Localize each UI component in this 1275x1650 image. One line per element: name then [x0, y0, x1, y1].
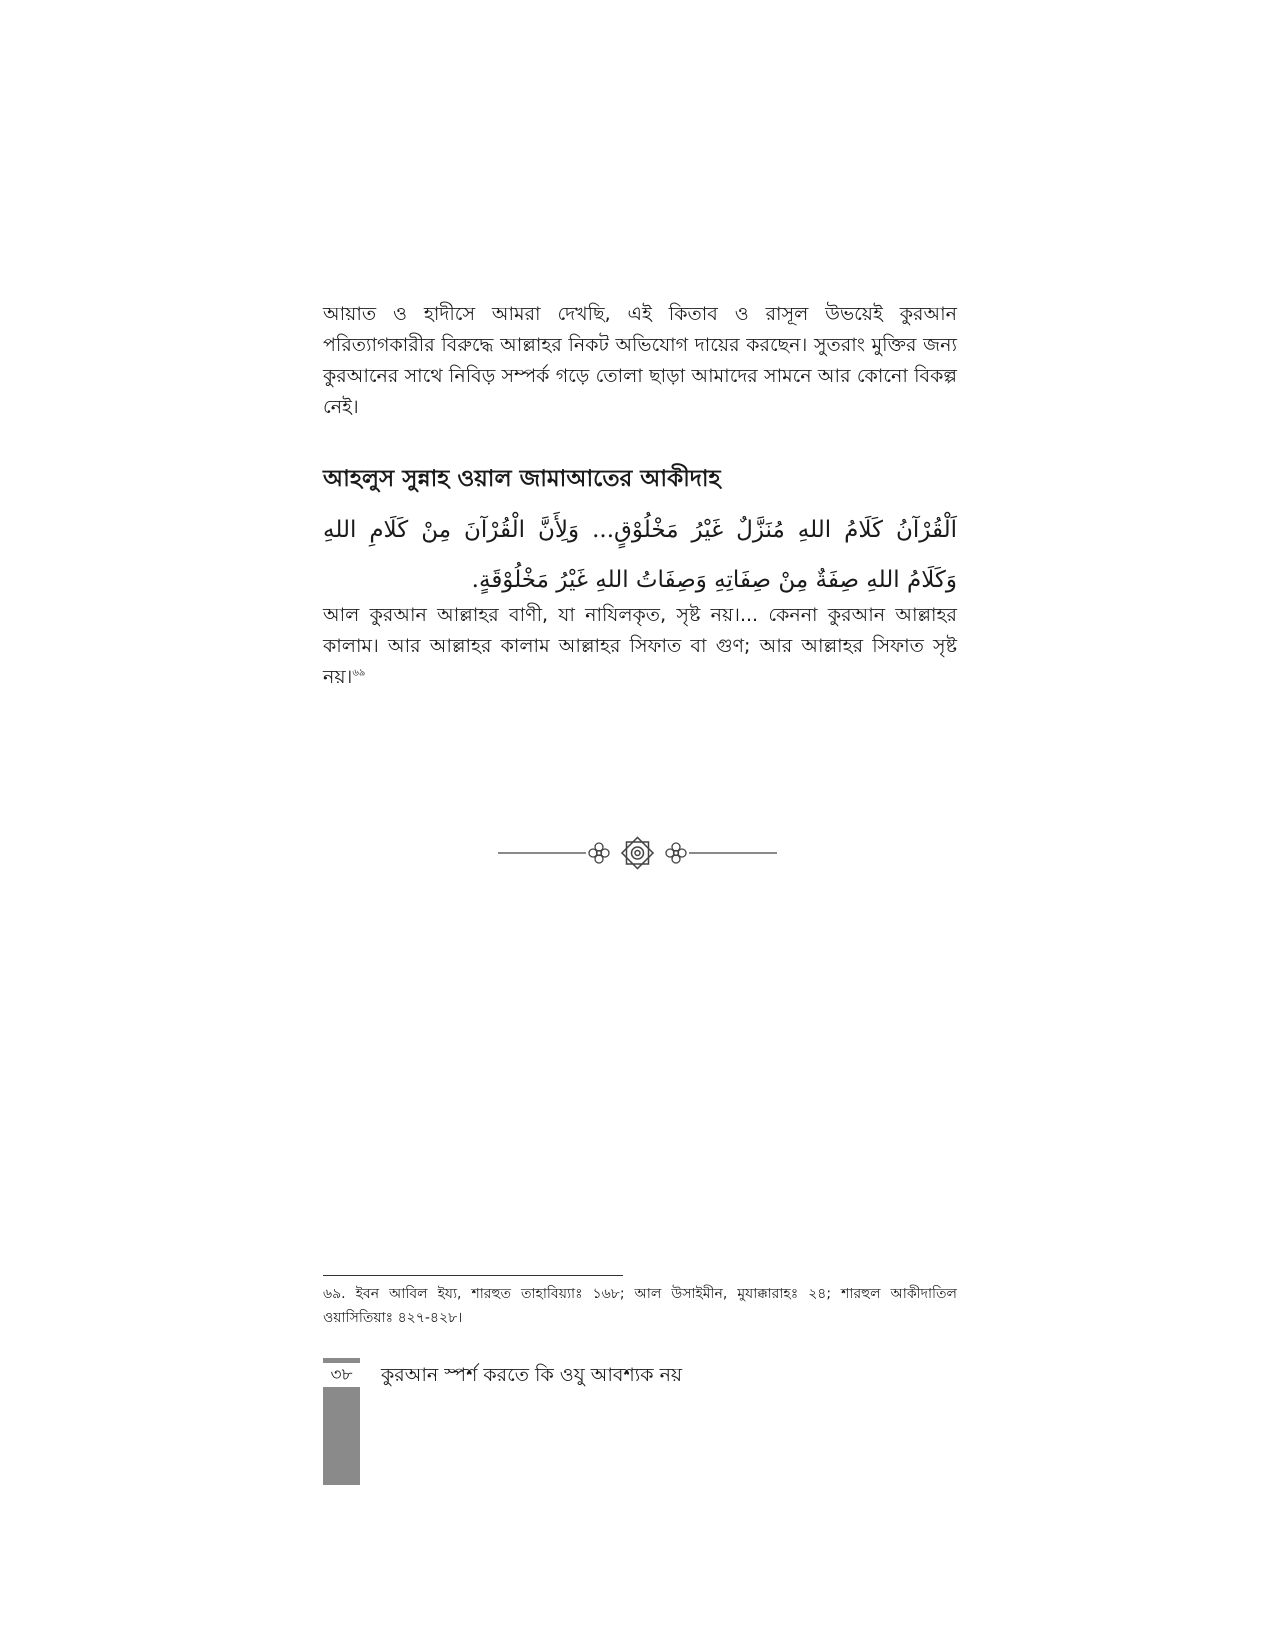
intro-paragraph: আয়াত ও হাদীসে আমরা দেখছি, এই কিতাব ও রাসূল উভয়েই কুরআন পরিত্যাগকারীর বিরুদ্ধে আল্লাহর নিকট অভিযোগ দায়ের করছেন। সুতরাং মুক্তির জন্য কুরআনের সাথে নিবিড় সম্পর্ক গড়ে তোলা ছাড়া আমাদের সামনে আর কোনো বিকল্প নেই। — [323, 303, 957, 418]
small-flower-right-icon — [666, 843, 686, 863]
footnote-separator — [323, 1275, 623, 1276]
footnote: ৬৯. ইবন আবিল ইয্য, শারহুত তাহাবিয়্যাঃ ১৬৮; আল উসাইমীন, মুযাক্কারাহঃ ২৪; শারহুল আকীদাতিল ওয়াসিতিয়াঃ ৪২৭-৪২৮। — [323, 1286, 957, 1326]
section-heading: আহলুস সুন্নাহ ওয়াল জামাআতের আকীদাহ — [323, 466, 721, 492]
translation-paragraph — [323, 600, 957, 693]
page-tab — [323, 1387, 360, 1485]
translation-text: আল কুরআন আল্লাহর বাণী, যা নাযিলকৃত, সৃষ্ট নয়।... কেননা কুরআন আল্লাহর কালাম। আর আল্লাহর কালাম আল্লাহর সিফাত বা গুণ; আর আল্লাহর সিফাত সৃষ্ট নয়। — [323, 604, 957, 688]
small-flower-left-icon — [589, 843, 609, 863]
ornamental-divider — [498, 835, 777, 871]
arabic-quote: اَلْقُرْآنُ كَلَامُ اللهِ مُنَزَّلٌ غَيْرُ مَخْلُوْقٍ... وَلِأَنَّ الْقُرْآنَ مِنْ كَلَامِ اللهِ وَكَلَامُ اللهِ صِفَةٌ مِنْ صِفَاتِهِ وَصِفَاتُ اللهِ غَيْرُ مَخْلُوْقَةٍ. — [323, 517, 957, 593]
page-number: ৩৮ — [330, 1365, 353, 1385]
large-flower-icon — [622, 837, 653, 868]
running-title: কুরআন স্পর্শ করতে কি ওযু আবশ্যক নয় — [381, 1364, 683, 1386]
footnote-reference: ৬৯ — [352, 667, 366, 679]
